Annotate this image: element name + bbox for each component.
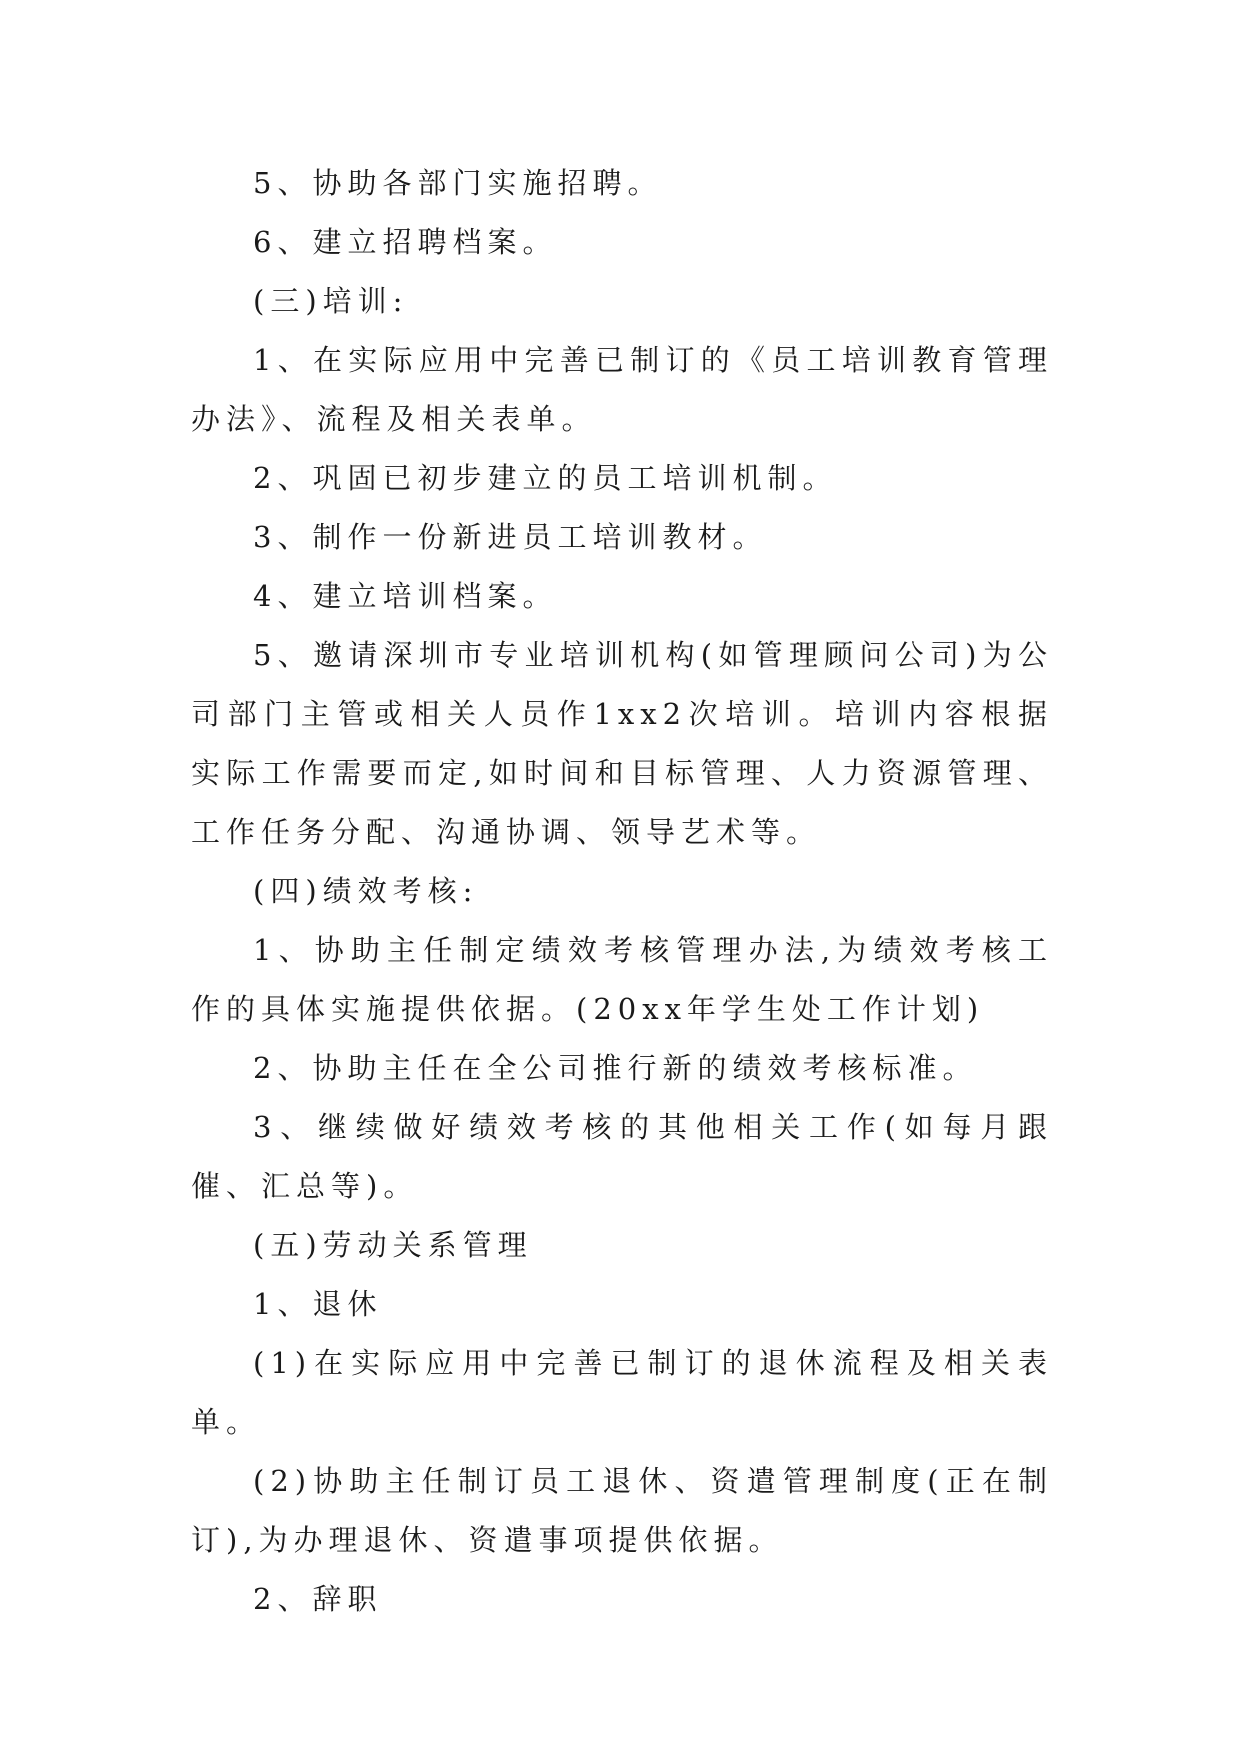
- section-heading: (五)劳动关系管理: [253, 1228, 533, 1262]
- paragraph: 2、协助主任在全公司推行新的绩效考核标准。: [253, 1051, 978, 1085]
- paragraph: 3、继续做好绩效考核的其他相关工作(如每月跟催、汇总等)。: [191, 1110, 1053, 1203]
- paragraph: (2)协助主任制订员工退休、资遣管理制度(正在制订),为办理退休、资遣事项提供依据。: [191, 1464, 1053, 1557]
- paragraph: 2、辞职: [253, 1582, 383, 1616]
- paragraph: 1、协助主任制定绩效考核管理办法,为绩效考核工作的具体实施提供依据。(20xx年学生处工作计划): [191, 933, 1053, 1026]
- paragraph: 5、邀请深圳市专业培训机构(如管理顾问公司)为公司部门主管或相关人员作1xx2次培训。培训内容根据实际工作需要而定,如时间和目标管理、人力资源管理、工作任务分配、沟通协调、领导艺术等。: [191, 638, 1053, 849]
- document-body: [191, 154, 1053, 1629]
- paragraph: 2、巩固已初步建立的员工培训机制。: [253, 461, 838, 495]
- paragraph: 5、协助各部门实施招聘。: [253, 166, 663, 200]
- paragraph: 3、制作一份新进员工培训教材。: [253, 520, 768, 554]
- paragraph: 6、建立招聘档案。: [253, 225, 558, 259]
- paragraph: (1)在实际应用中完善已制订的退休流程及相关表单。: [191, 1346, 1053, 1439]
- section-heading: (四)绩效考核:: [253, 874, 479, 908]
- section-heading: (三)培训:: [253, 284, 409, 318]
- paragraph: 4、建立培训档案。: [253, 579, 558, 613]
- paragraph: 1、在实际应用中完善已制订的《员工培训教育管理办法》、流程及相关表单。: [191, 343, 1053, 436]
- paragraph: 1、退休: [253, 1287, 383, 1321]
